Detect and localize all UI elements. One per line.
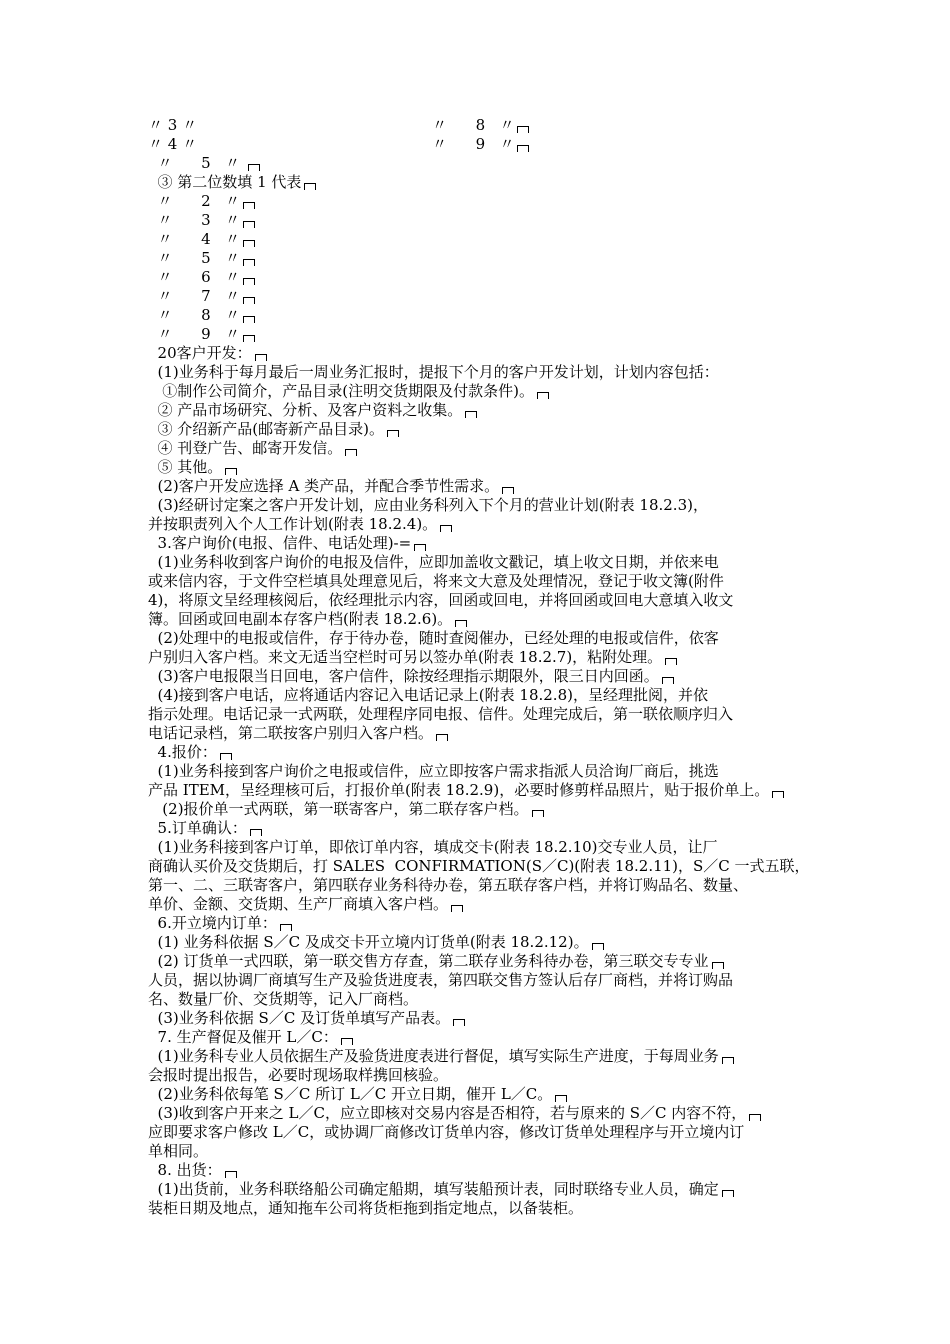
text-line-content: (1)出货前，业务科联络船公司确定船期，填写装船预计表，同时联络专业人员，确定 (148, 1180, 719, 1198)
text-line (148, 819, 812, 838)
text-line-content: ④ 刊登广告、邮寄开发信。 (148, 439, 343, 457)
text-line-content: (1)业务科专业人员依据生产及验货进度表进行督促，填写实际生产进度，于每周业务 (148, 1047, 719, 1065)
text-line (148, 439, 812, 458)
text-line (148, 420, 812, 439)
paragraph-mark-icon (220, 753, 232, 760)
text-line (148, 553, 812, 572)
text-line (148, 458, 812, 477)
text-line (148, 629, 812, 648)
text-line-content: 会报时提出报告，必要时现场取样携回核验。 (148, 1066, 449, 1084)
text-line (148, 1104, 812, 1123)
text-line-content: 〃 3 〃 (148, 211, 240, 229)
text-line (148, 211, 812, 230)
text-line (148, 1066, 812, 1085)
paragraph-mark-icon (414, 544, 426, 551)
text-line (148, 1123, 812, 1142)
text-line (148, 762, 812, 781)
paragraph-mark-icon (304, 183, 316, 190)
text-line (148, 743, 812, 762)
paragraph-mark-icon (243, 278, 255, 285)
text-line-content: (1)业务科于每月最后一周业务汇报时，提报下个月的客户开发计划，计划内容包括： (148, 363, 719, 381)
paragraph-mark-icon (250, 829, 262, 836)
text-line (148, 800, 812, 819)
text-line (148, 914, 812, 933)
text-line (148, 686, 812, 705)
text-line (148, 1180, 812, 1199)
paragraph-mark-icon (248, 164, 260, 171)
text-line-content: 单价、金额、交货期、生产厂商填入客户档。 (148, 895, 449, 913)
text-right: 〃 8 〃 (432, 116, 515, 134)
text-line-content: 5.订单确认： (148, 819, 247, 837)
paragraph-mark-icon (453, 1019, 465, 1026)
text-line-content: 〃 8 〃 (148, 306, 240, 324)
paragraph-mark-icon (243, 297, 255, 304)
text-line (148, 648, 812, 667)
text-line (148, 724, 812, 743)
text-line-content: 8. 出货： (148, 1161, 222, 1179)
text-line (148, 1085, 812, 1104)
paragraph-mark-icon (440, 525, 452, 532)
text-line (148, 173, 812, 192)
text-line (148, 306, 812, 325)
text-line (148, 515, 812, 534)
text-line (148, 230, 812, 249)
text-line-content: 〃 7 〃 (148, 287, 240, 305)
text-line-content: 商确认买价及交货期后，打 SALES CONFIRMATION(S／C)(附表 18.2.11)，S／C 一式五联， (148, 857, 810, 875)
text-line-content: 4)，将原文呈经理核阅后，依经理批示内容，回函或回电，并将回函或回电大意填入收文 (148, 591, 734, 609)
text-line (148, 990, 812, 1009)
text-line (148, 572, 812, 591)
text-left: 〃 4 〃 (148, 135, 198, 153)
paragraph-mark-icon (665, 658, 677, 665)
paragraph-mark-icon (502, 487, 514, 494)
text-line (148, 781, 812, 800)
paragraph-mark-icon (345, 449, 357, 456)
paragraph-mark-icon (722, 1057, 734, 1064)
paragraph-mark-icon (243, 316, 255, 323)
text-line-content: ①制作公司简介，产品目录(注明交货期限及付款条件)。 (148, 382, 535, 400)
text-line (148, 116, 812, 135)
text-line-content: 〃 6 〃 (148, 268, 240, 286)
text-line-content: 应即要求客户修改 L／C，或协调厂商修改订货单内容，修改订货单处理程序与开立境内订 (148, 1123, 745, 1141)
text-line-content: (1)业务科收到客户询价的电报及信件，应即加盖收文戳记，填上收文日期，并依来电 (148, 553, 719, 571)
text-line-content: (2)报价单一式两联，第一联寄客户，第二联存客户档。 (148, 800, 529, 818)
text-line (148, 325, 812, 344)
paragraph-mark-icon (243, 202, 255, 209)
paragraph-mark-icon (712, 962, 724, 969)
text-line-content: 或来信内容，于文件空栏填具处理意见后，将来文大意及处理情况，登记于收文簿(附件 (148, 572, 724, 590)
text-line-content: ③ 第二位数填 1 代表 (148, 173, 302, 191)
text-line (148, 268, 812, 287)
text-line-content: 〃 2 〃 (148, 192, 240, 210)
text-line (148, 287, 812, 306)
text-line (148, 667, 812, 686)
text-line-content: (3)业务科依据 S／C 及订货单填写产品表。 (148, 1009, 451, 1027)
text-line (148, 895, 812, 914)
text-line-content: (4)接到客户电话，应将通话内容记入电话记录上(附表 18.2.8)，呈经理批阅，并依 (148, 686, 708, 704)
text-line-content: 20客户开发： (148, 344, 252, 362)
text-line (148, 1161, 812, 1180)
text-line-content: 4.报价： (148, 743, 217, 761)
text-line (148, 971, 812, 990)
text-line (148, 154, 812, 173)
text-line-content: 簿。回函或回电副本存客户档(附表 18.2.6)。 (148, 610, 453, 628)
text-line (148, 382, 812, 401)
text-line-content: 并按职责列入个人工作计划(附表 18.2.4)。 (148, 515, 438, 533)
text-line-content: 名、数量厂价、交货期等，记入厂商档。 (148, 990, 419, 1008)
paragraph-mark-icon (555, 1095, 567, 1102)
text-line (148, 249, 812, 268)
text-line (148, 363, 812, 382)
text-line (148, 952, 812, 971)
text-line-content: 〃 5 〃 (148, 154, 245, 172)
text-line-content: ② 产品市场研究、分析、及客户资料之收集。 (148, 401, 463, 419)
paragraph-mark-icon (465, 411, 477, 418)
text-line-content: (2) 订货单一式四联，第一联交售方存查，第二联存业务科待办卷，第三联交专专业 (148, 952, 709, 970)
paragraph-mark-icon (722, 1190, 734, 1197)
paragraph-mark-icon (280, 924, 292, 931)
text-line (148, 344, 812, 363)
text-line (148, 857, 812, 876)
text-line-content: 装柜日期及地点，通知拖车公司将货柜拖到指定地点，以备装柜。 (148, 1199, 584, 1217)
paragraph-mark-icon (243, 240, 255, 247)
text-line-content: 人员，据以协调厂商填写生产及验货进度表，第四联交售方签认后存厂商档，并将订购品 (148, 971, 734, 989)
text-line-content: (2)业务科依每笔 S／C 所订 L／C 开立日期，催开 L／C。 (148, 1085, 553, 1103)
text-line-content: 〃 5 〃 (148, 249, 240, 267)
text-line (148, 1199, 812, 1218)
paragraph-mark-icon (387, 430, 399, 437)
paragraph-mark-icon (455, 620, 467, 627)
text-line-content: ⑤ 其他。 (148, 458, 223, 476)
text-line-content: 3.客户询价(电报、信件、电话处理)-= (148, 534, 412, 552)
text-line-content: (2)客户开发应选择 A 类产品，并配合季节性需求。 (148, 477, 500, 495)
text-line-content: 第一、二、三联寄客户，第四联存业务科待办卷，第五联存客户档，并将订购品名、数量、 (148, 876, 749, 894)
text-line-content: 〃 4 〃 (148, 230, 240, 248)
text-line-content: 产品 ITEM，呈经理核可后，打报价单(附表 18.2.9)，必要时修剪样品照片，贴于报价单上。 (148, 781, 770, 799)
text-line (148, 876, 812, 895)
text-line-content: ③ 介绍新产品(邮寄新产品目录)。 (148, 420, 385, 438)
paragraph-mark-icon (772, 791, 784, 798)
text-line (148, 192, 812, 211)
text-line (148, 1047, 812, 1066)
paragraph-mark-icon (517, 145, 529, 152)
paragraph-mark-icon (517, 126, 529, 133)
paragraph-mark-icon (532, 810, 544, 817)
text-line (148, 591, 812, 610)
text-line (148, 1009, 812, 1028)
text-line-content: 6.开立境内订单： (148, 914, 277, 932)
text-line (148, 705, 812, 724)
paragraph-mark-icon (255, 354, 267, 361)
document-body (148, 116, 812, 1218)
text-line-content: 电话记录档，第二联按客户别归入客户档。 (148, 724, 434, 742)
text-line-content: (1) 业务科依据 S／C 及成交卡开立境内订货单(附表 18.2.12)。 (148, 933, 589, 951)
text-line-content: 7. 生产督促及催开 L／C： (148, 1028, 338, 1046)
paragraph-mark-icon (537, 392, 549, 399)
paragraph-mark-icon (225, 1171, 237, 1178)
text-line-content: 〃 9 〃 (148, 325, 240, 343)
text-line (148, 933, 812, 952)
text-line-content: (1)业务科接到客户询价之电报或信件，应立即按客户需求指派人员洽询厂商后，挑选 (148, 762, 719, 780)
text-line (148, 1028, 812, 1047)
text-line-content: (2)处理中的电报或信件，存于待办卷，随时查阅催办，已经处理的电报或信件，依客 (148, 629, 719, 647)
paragraph-mark-icon (341, 1038, 353, 1045)
text-line-content: (3)客户电报限当日回电，客户信件，除按经理指示期限外，限三日内回函。 (148, 667, 659, 685)
text-line (148, 135, 812, 154)
paragraph-mark-icon (662, 677, 674, 684)
text-line-content: (3)经研讨定案之客户开发计划，应由业务科列入下个月的营业计划(附表 18.2.3)， (148, 496, 708, 514)
paragraph-mark-icon (451, 905, 463, 912)
text-line (148, 477, 812, 496)
text-lines (148, 154, 812, 1218)
text-left: 〃 3 〃 (148, 116, 198, 134)
text-line-content: (3)收到客户开来之 L／C，应立即核对交易内容是否相符，若与原来的 S／C 内容不符， (148, 1104, 747, 1122)
paragraph-mark-icon (225, 468, 237, 475)
text-line-content: 户别归入客户档。来文无适当空栏时可另以签办单(附表 18.2.7)，粘附处理。 (148, 648, 663, 666)
text-line (148, 401, 812, 420)
paragraph-mark-icon (592, 943, 604, 950)
text-line (148, 1142, 812, 1161)
paragraph-mark-icon (243, 259, 255, 266)
paragraph-mark-icon (243, 335, 255, 342)
text-line (148, 534, 812, 553)
text-right: 〃 9 〃 (432, 135, 515, 153)
paragraph-mark-icon (436, 734, 448, 741)
paragraph-mark-icon (243, 221, 255, 228)
text-line (148, 496, 812, 515)
text-line-content: 指示处理。电话记录一式两联，处理程序同电报、信件。处理完成后，第一联依顺序归入 (148, 705, 734, 723)
text-line (148, 838, 812, 857)
text-line (148, 610, 812, 629)
text-line-content: (1)业务科接到客户订单，即依订单内容，填成交卡(附表 18.2.10)交专业人员，让厂 (148, 838, 718, 856)
text-line-content: 单相同。 (148, 1142, 209, 1160)
paragraph-mark-icon (749, 1114, 761, 1121)
